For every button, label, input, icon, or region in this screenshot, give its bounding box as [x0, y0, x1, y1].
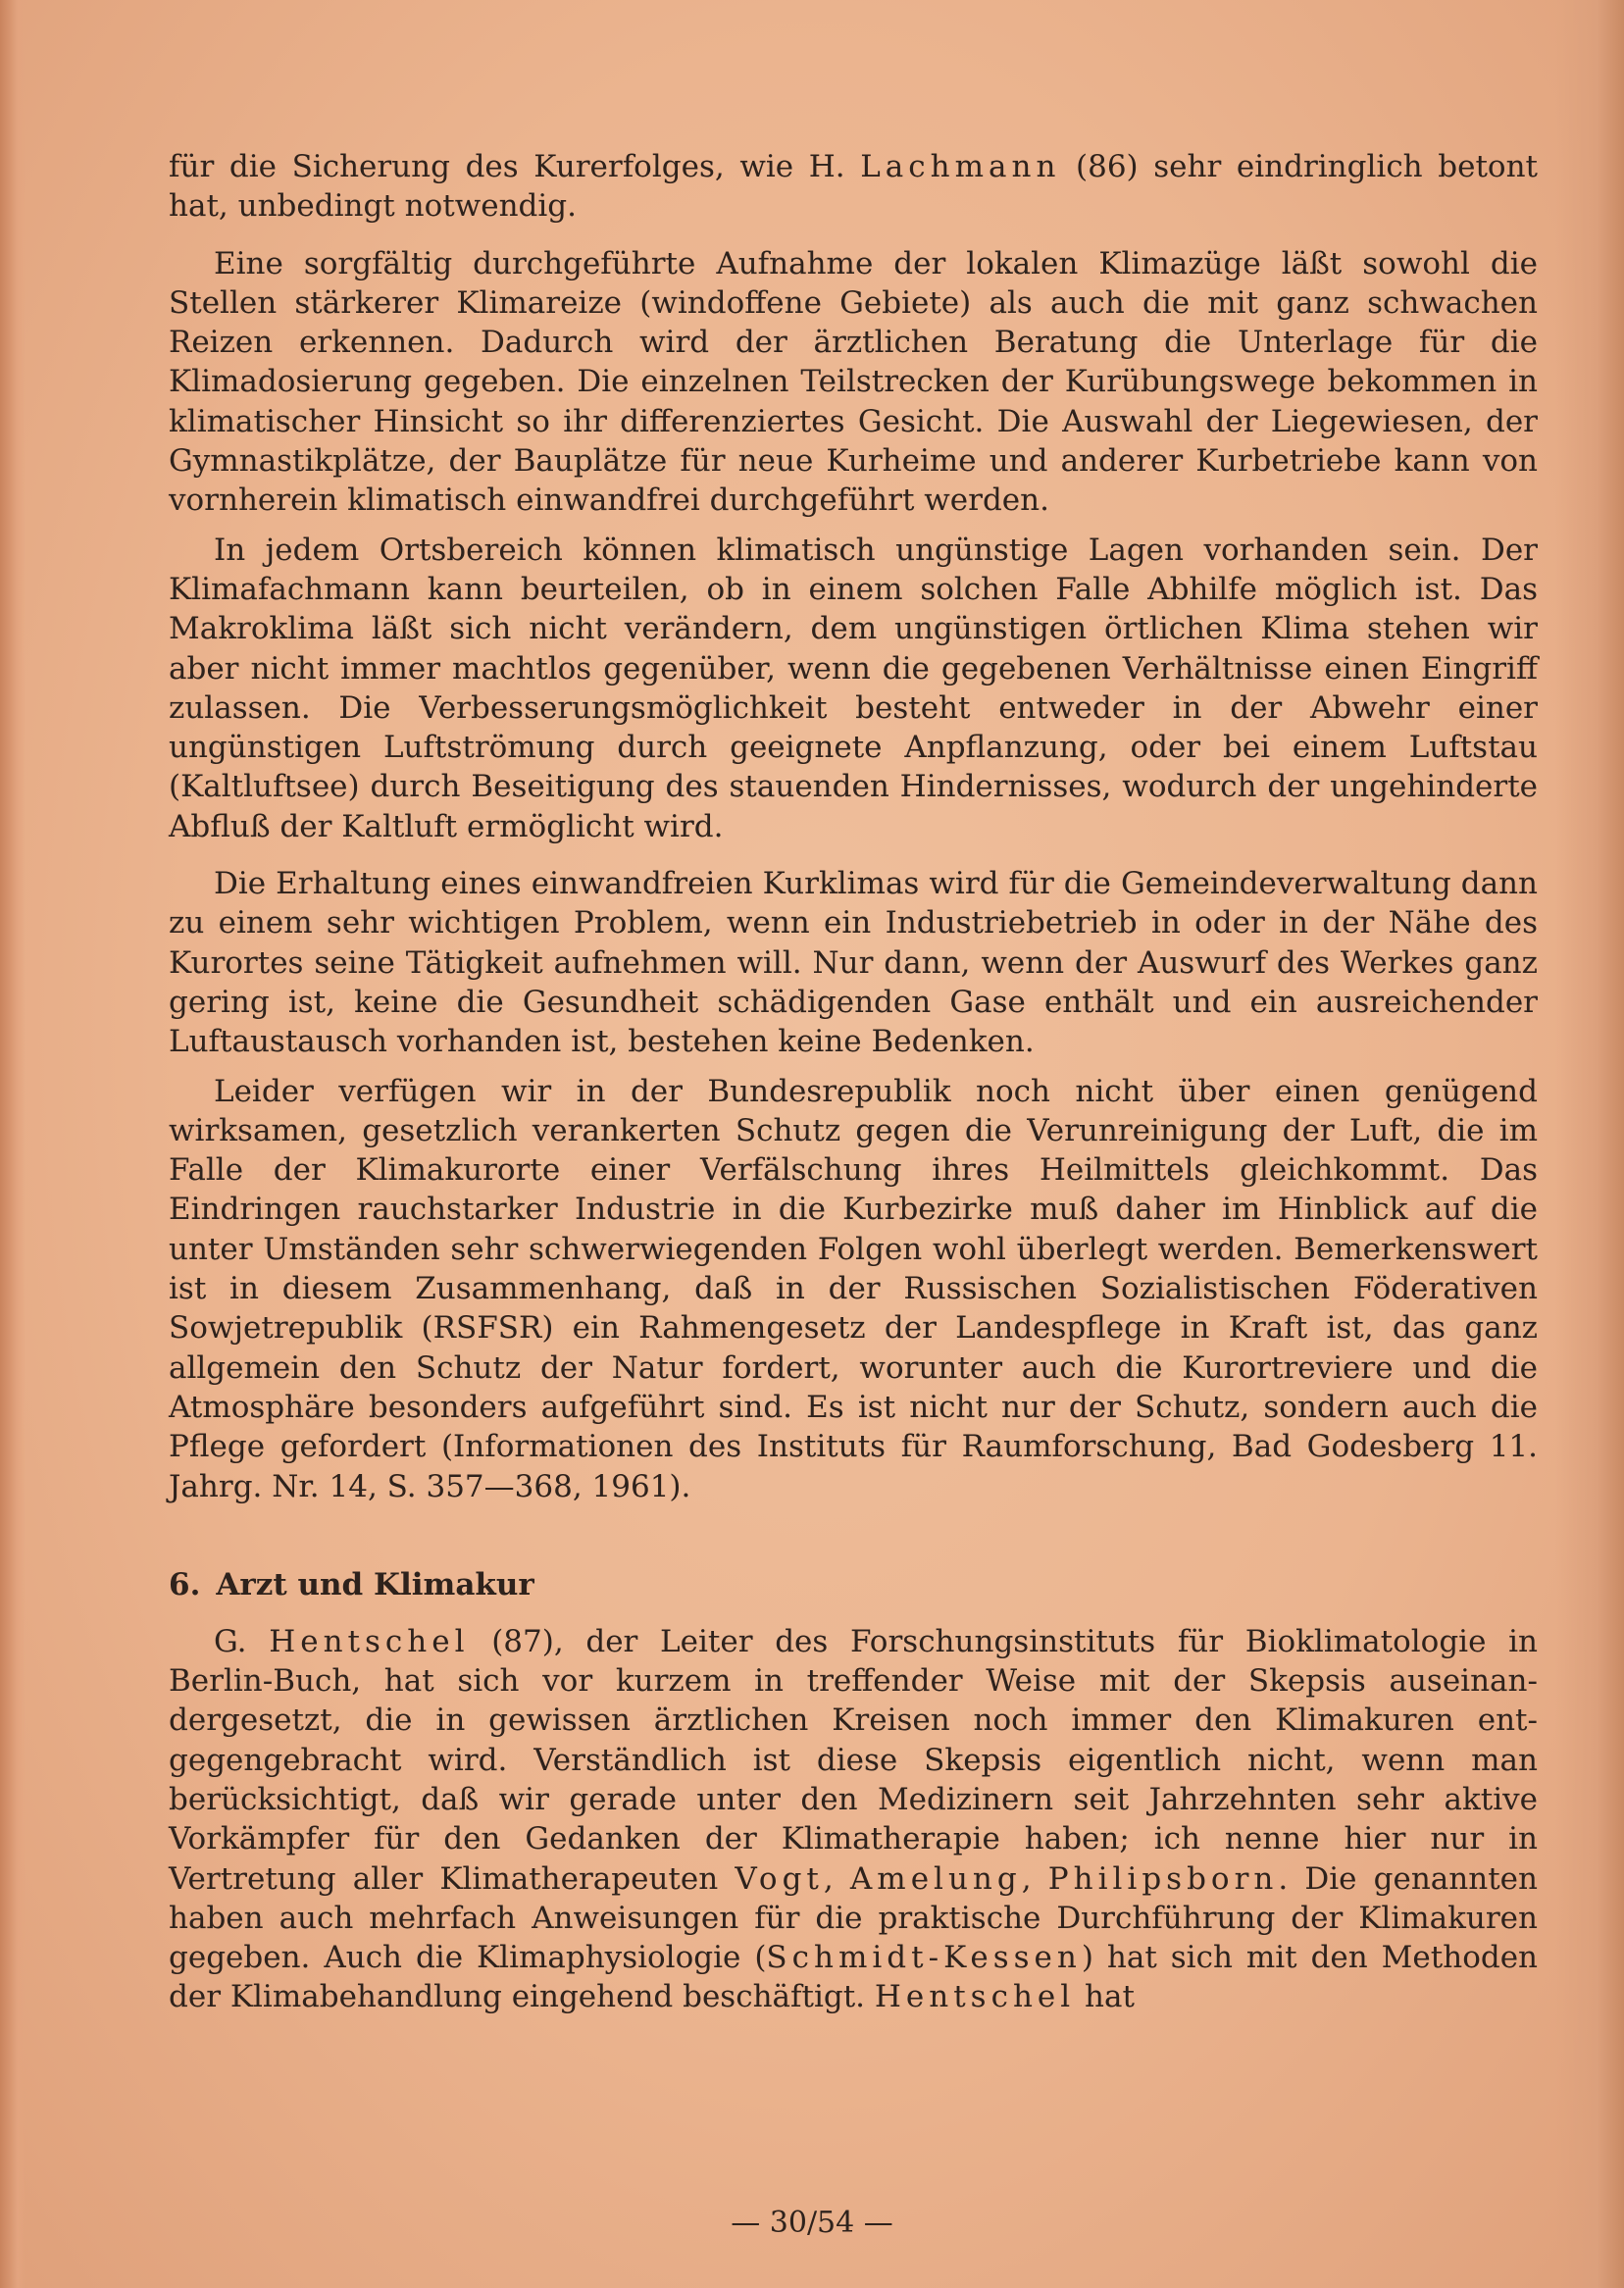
paragraph-continuation: für die Sicherung des Kurerfolges, wie H. Lachmann (86) sehr eindringlich betont hat, unbedingt notwendig. [169, 149, 1538, 225]
paragraph-physician-climate-cure: G. Hentschel (87), der Leiter des Forschungsinstituts für Bioklimatologie in Berlin-Buch, hat sich vor kurzem in treffender Weise mit der Skepsis auseinandergesetzt, die in gewissen ärztlichen Kreisen noch immer den Klimakuren entgegengebracht wird. Verständlich ist diese Skepsis eigentlich nicht, wenn man berücksichtigt, daß wir gerade unter den Medizinern seit Jahrzehnten sehr aktive Vorkämpfer für den Gedanken der Klimatherapie haben; ich nenne hier nur in Vertretung aller Klimatherapeuten Vogt, Amelung, Philipsborn. Die genannten haben auch mehrfach Anweisungen für die praktische Durchführung der Klimakuren gegeben. Auch die Klimaphysiologie (Schmidt-Kessen) hat sich mit den Methoden der Klimabehandlung eingehend beschäftigt. Hentschel hat [169, 1623, 1539, 2015]
page-edge-right [1555, 0, 1624, 2288]
paragraph-climate-survey: Eine sorgfältig durchgeführte Aufnahme der lokalen Klimazüge läßt sowohl die Stellen stärkerer Klimareize (windoffene Gebiete) als auch die mit ganz schwachen Reizen erkennen. Dadurch wird der ärztlichen Beratung die Unterlage für die Klimadosierung gegeben. Die einzelnen Teilstrecken der Kurübungswege bekommen in klimatischer Hinsicht so ihr differenziertes Gesicht. Die Auswahl der Liegewiesen, der Gymnastikplätze, der Bauplätze für neue Kurheime und anderer Kurbetriebe kann von vornherein klimatisch einwandfrei durchgeführt werden. [169, 245, 1538, 519]
author-name: Lachmann [860, 149, 1061, 184]
paragraph-unfavorable-sites: In jedem Ortsbereich können klimatisch ungünstige Lagen vorhanden sein. Der Klimafachmann kann beurteilen, ob in einem solchen Falle Abhilfe möglich ist. Das Makroklima läßt sich nicht verändern, dem ungünstigen örtlichen Klima stehen wir aber nicht immer machtlos gegenüber, wenn die gegebenen Verhältnisse einen Eingriff zulassen. Die Verbesserungsmöglichkeit besteht entweder in der Abwehr einer ungünstigen Luftströmung durch geeignete Anpflanzung, oder bei einem Luftstau (Kaltluftsee) durch Beseitigung des stauenden Hindernisses, wodurch der ungehinderte Abfluß der Kaltluft ermöglicht wird. [169, 532, 1538, 844]
paragraph-industrial-emissions: Die Erhaltung eines einwandfreien Kurklimas wird für die Gemeindeverwaltung dann zu einem sehr wichtigen Problem, wenn ein Industriebetrieb in oder in der Nähe des Kurortes seine Tätigkeit aufnehmen will. Nur dann, wenn der Auswurf des Werkes ganz gering ist, keine die Gesundheit schädigenden Gase enthält und ein ausreichender Luftaustausch vorhanden ist, bestehen keine Bedenken. [169, 866, 1538, 1060]
author-name: Amelung [849, 1860, 1022, 1897]
paragraph-air-protection: Leider verfügen wir in der Bundesrepublik noch nicht über einen genügend wirksamen, gesetzlich verankerten Schutz gegen die Verunreinigung der Luft, die im Falle der Klimakurorte einer Verfälschung ihres Heilmittels gleichkommt. Das Eindringen rauchstarker Industrie in die Kurbezirke muß daher im Hinblick auf die unter Umständen sehr schwerwiegenden Folgen wohl überlegt werden. Bemerkenswert ist in diesem Zusammenhang, daß in der Russischen Sozialistischen Föderativen Sowjetrepublik (RSFSR) ein Rahmengesetz der Landespflege in Kraft ist, das ganz allgemein den Schutz der Natur fordert, worunter auch die Kurortreviere und die Atmosphäre besonders aufgeführt sind. Es ist nicht nur der Schutz, sondern auch die Pflege gefordert (Informationen des Instituts für Raumforschung, Bad Godesberg 11. Jahrg. Nr. 14, S. 357—368, 1961). [169, 1073, 1538, 1504]
page-number: — 30/54 — [731, 2206, 893, 2240]
page-edge-left [0, 0, 25, 2288]
section-title: Arzt und Klimakur [216, 1566, 534, 1602]
body-text [169, 147, 1538, 2017]
section-heading [169, 1565, 1538, 1604]
author-name: Vogt [735, 1860, 824, 1897]
section-number: 6. [169, 1566, 201, 1602]
author-name: Hentschel [269, 1623, 470, 1659]
author-name: Schmidt-Kessen [766, 1940, 1082, 1976]
author-name: Philipsborn [1047, 1860, 1279, 1897]
author-name: Hentschel [874, 1979, 1076, 2015]
